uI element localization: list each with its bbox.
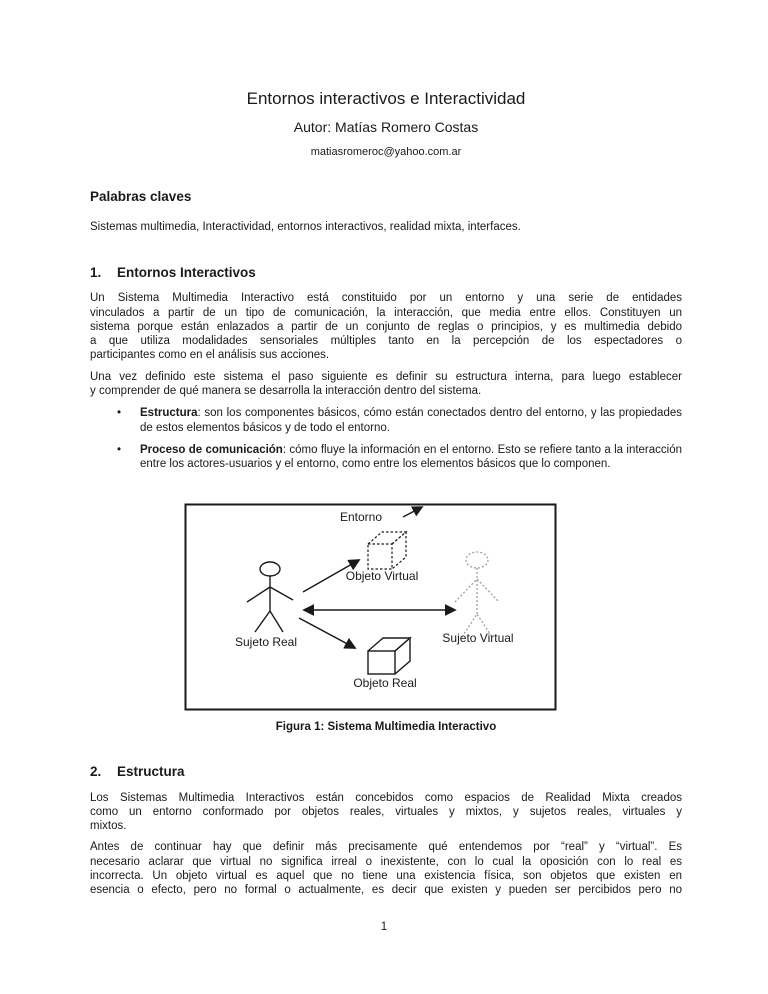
- text-line: Un Sistema Multimedia Interactivo está constituido por un entorno y una serie de entidades: [90, 292, 682, 305]
- text-line: necesario aclarar que virtual no significa irreal o inexistente, con lo cual la oposición con lo real es: [90, 855, 682, 868]
- section1-title: Entornos Interactivos: [117, 265, 256, 281]
- figure-1-diagram: [184, 503, 557, 711]
- text-line: mixtos.: [90, 820, 127, 833]
- author-email: matiasromeroc@yahoo.com.ar: [310, 146, 462, 158]
- text-line: como un entorno conformado por objetos reales, virtuales y mixtos, y sujetos reales, virtuales y: [90, 805, 682, 818]
- section1-paragraph2: [90, 370, 682, 399]
- bullet-item-proceso: [90, 443, 682, 472]
- objeto-real-label: Objeto Real: [353, 675, 417, 690]
- page-title: Entornos interactivos e Interactividad: [246, 89, 526, 108]
- text-line: y comprender de qué manera se desarrolla la interacción dentro del sistema.: [90, 385, 482, 398]
- text-line: Los Sistemas Multimedia Interactivos están concebidos como espacios de Realidad Mixta creados: [90, 791, 682, 804]
- text-line: sistema porque están enlazados a partir de un conjunto de reglas o principios, y es multimedia debido: [90, 320, 682, 333]
- sujeto-virtual-label: Sujeto Virtual: [442, 630, 514, 645]
- text-line: a que utiliza modalidades sensoriales múltiples tanto en la percepción de los espectadores o: [90, 335, 682, 348]
- objeto-virtual-label: Objeto Virtual: [345, 568, 419, 583]
- text-line: esencia o efecto, pero no formal o actualmente, es decir que existen y pueden ser percibidos pero no: [90, 884, 682, 897]
- keywords-heading: Palabras claves: [90, 189, 192, 204]
- bullet-icon: •: [117, 407, 122, 420]
- bullet-text: : son los componentes básicos, cómo están conectados dentro del entorno, y las propiedades de estos elementos básicos y de todo el entorno.: [140, 407, 682, 434]
- page-content: [90, 0, 682, 898]
- bullet-icon: •: [117, 443, 122, 456]
- section2-title: Estructura: [117, 763, 185, 779]
- section2-paragraph1: [90, 791, 682, 834]
- arrow-subject-to-real-object: [299, 618, 355, 648]
- section1-heading: [90, 264, 682, 281]
- section1-bullet-list: [90, 406, 682, 471]
- page-number: 1: [380, 921, 388, 933]
- section2-heading: [90, 763, 682, 780]
- section2-number: 2.: [90, 763, 102, 779]
- section1-number: 1.: [90, 265, 102, 281]
- entorno-arrow: [403, 507, 422, 517]
- text-line: incorrecta. Un objeto virtual es aquel que no tiene una existencia física, son objetos que existen en: [90, 870, 682, 883]
- virtual-subject-figure: [455, 552, 499, 637]
- entorno-label: Entorno: [340, 509, 383, 524]
- bullet-label: Proceso de comunicación: [140, 443, 283, 456]
- real-object-cube: [368, 638, 410, 674]
- text-line: Una vez definido este sistema el paso siguiente es definir su estructura interna, para luego establecer: [90, 370, 682, 383]
- section2-paragraph2: [90, 840, 682, 897]
- virtual-object-cube: [368, 532, 406, 569]
- text-line: vinculados a partir de un tipo de comunicación, la interacción, que media entre ellos. Constituyen un: [90, 306, 682, 319]
- bullet-item-estructura: [90, 406, 682, 435]
- figure-caption: Figura 1: Sistema Multimedia Interactivo: [275, 720, 497, 733]
- sujeto-real-label: Sujeto Real: [234, 634, 298, 649]
- bullet-label: Estructura: [140, 407, 198, 420]
- section1-paragraph1: [90, 291, 682, 362]
- real-subject-figure: [247, 562, 293, 632]
- keywords-body: Sistemas multimedia, Interactividad, entornos interactivos, realidad mixta, interfaces.: [90, 221, 521, 233]
- text-line: participantes como en el análisis sus acciones.: [90, 349, 330, 362]
- text-line: Antes de continuar hay que definir más precisamente qué entendemos por “real” y “virtual”. Es: [90, 841, 682, 854]
- bullet-text: : cómo fluye la información en el entorno. Esto se refiere tanto a la interacción entre los actores-usuarios y el entorno, como entre los elementos básicos que lo componen.: [140, 443, 683, 471]
- author-line: Autor: Matías Romero Costas: [293, 119, 479, 135]
